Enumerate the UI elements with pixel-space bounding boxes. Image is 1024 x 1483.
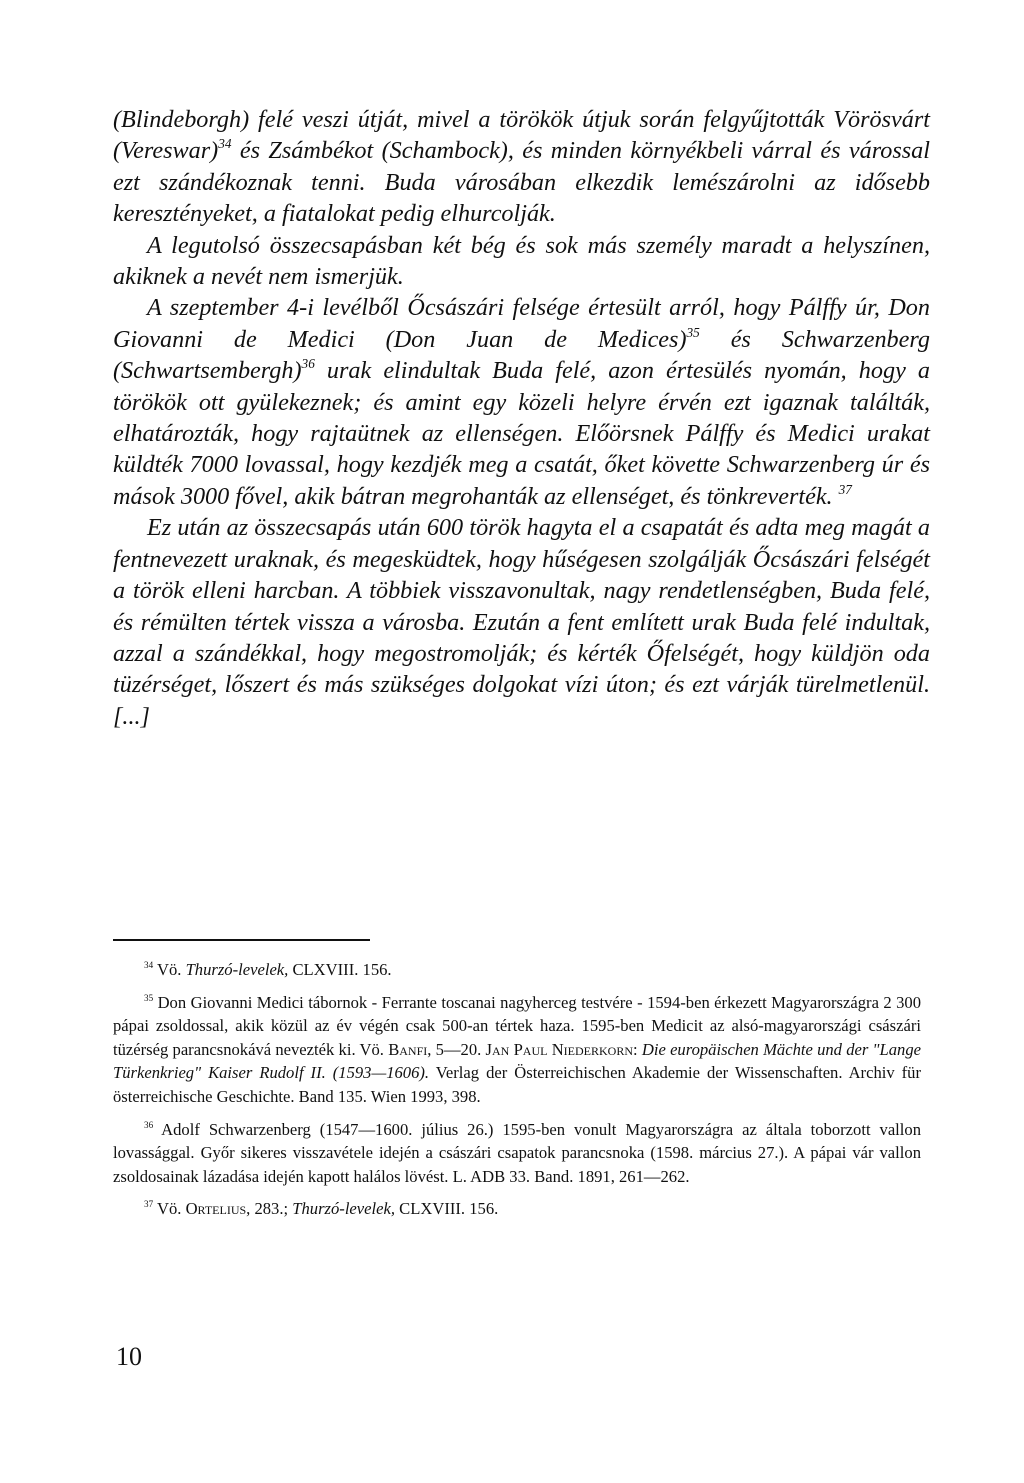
footnote-ref-35[interactable]: 35 [686, 324, 700, 340]
paragraph-3: A szeptember 4-i levélből Őcsászári felsége értesült arról, hogy Pálffy úr, Don Giovanni de Medici (Don Juan de Medices)$^{35}$ és Schwarzenberg (Schwartsembergh)$^{36}$ urak elindultak Buda felé, azon értesülés nyomán, hogy a törökök ott gyülekeznek; és amint egy közeli helyre érvén ezt igaznak találták, elhatározták, hogy rajtaütnek az ellenségen. Előörsnek Pálffy és Medici urakat küldték 7000 lovassal, hogy kezdjék meg a csatát, őket követte Schwarzenberg úr és mások 3000 fővel, akik bátran megrohanták az ellenséget, és tönkreverték. $^{37}$ [113, 294, 930, 510]
footnote-divider [113, 939, 370, 941]
footnote-35: $^{35}$ Don Giovanni Medici tábornok - Ferrante toscanai nagyherceg testvére - 1594-ben érkezett Magyarországra 2 300 pápai zsoldossal, akik közül az év végén csak 500-an tértek haza. 1595-ben Medicit az alsó-magyarországi császári tüzérség parancsnokává nevezték ki. Vö. Banfi, 5—20. Jan Paul Niederkorn: Die europäischen Mächte und der "Lange Türkenkrieg" Kaiser Rudolf II. (1593—1606). Verlag der Österreichischen Akademie der Wissenschaften. Archiv für österreichische Geschichte. Band 135. Wien 1993, 398. [113, 992, 922, 1106]
footnote-ref-34[interactable]: 34 [218, 136, 232, 152]
main-text [113, 104, 930, 732]
footnotes [113, 958, 921, 1230]
footnote-37: $^{37}$ Vö. Ortelius, 283.; Thurzó-levelek, CLXVIII. 156. [144, 1199, 499, 1219]
paragraph-1: (Blindeborgh) felé veszi útját, mivel a törökök útjuk során felgyűjtották Vörösvárt (Vereswar)$^{34}$ és Zsámbékot (Schambock), és minden környékbeli várral és várossal ezt szándékoznak tenni. Buda városában elkezdik lemészárolni az idősebb keresztényeket, a fiatalokat pedig elhurcolják. [113, 106, 930, 228]
paragraph-2: A legutolsó összecsapásban két bég és sok más személy maradt a helyszínen, akiknek a nevét nem ismerjük. [113, 231, 930, 291]
footnote-ref-37[interactable]: 37 [838, 481, 852, 497]
paragraph-4: Ez után az összecsapás után 600 török hagyta el a csapatát és adta meg magát a fentnevezett uraknak, és megesküdtek, hogy hűségesen szolgálják Őcsászári felségét a török elleni harcban. A többiek visszavonultak, nagy rendetlenségben, Buda felé, és rémülten tértek vissza a városba. Ezután a fent említett urak Buda felé indultak, azzal a szándékkal, hogy megostromolják; és kérték Őfelségét, hogy küldjön oda tüzérséget, lőszert és más szükséges dolgokat vízi úton; és ezt várják türelmetlenül.[...] [113, 514, 930, 730]
footnote-34: $^{34}$ Vö. Thurzó-levelek, CLXVIII. 156. [144, 960, 392, 979]
page-number: 10 [116, 1342, 142, 1371]
footnote-ref-36[interactable]: 36 [301, 356, 315, 372]
footnote-36: $^{36}$ Adolf Schwarzenberg (1547—1600. július 26.) 1595-ben vonult Magyarországra az általa toborzott vallon lovassággal. Győr sikeres visszavétele idején a császári csapatok parancsnoka (1598. március 27.). A pápai vár vallon zsoldosainak lázadása idején kapott halálos lövést. L. ADB 33. Band. 1891, 261—262. [113, 1119, 921, 1186]
